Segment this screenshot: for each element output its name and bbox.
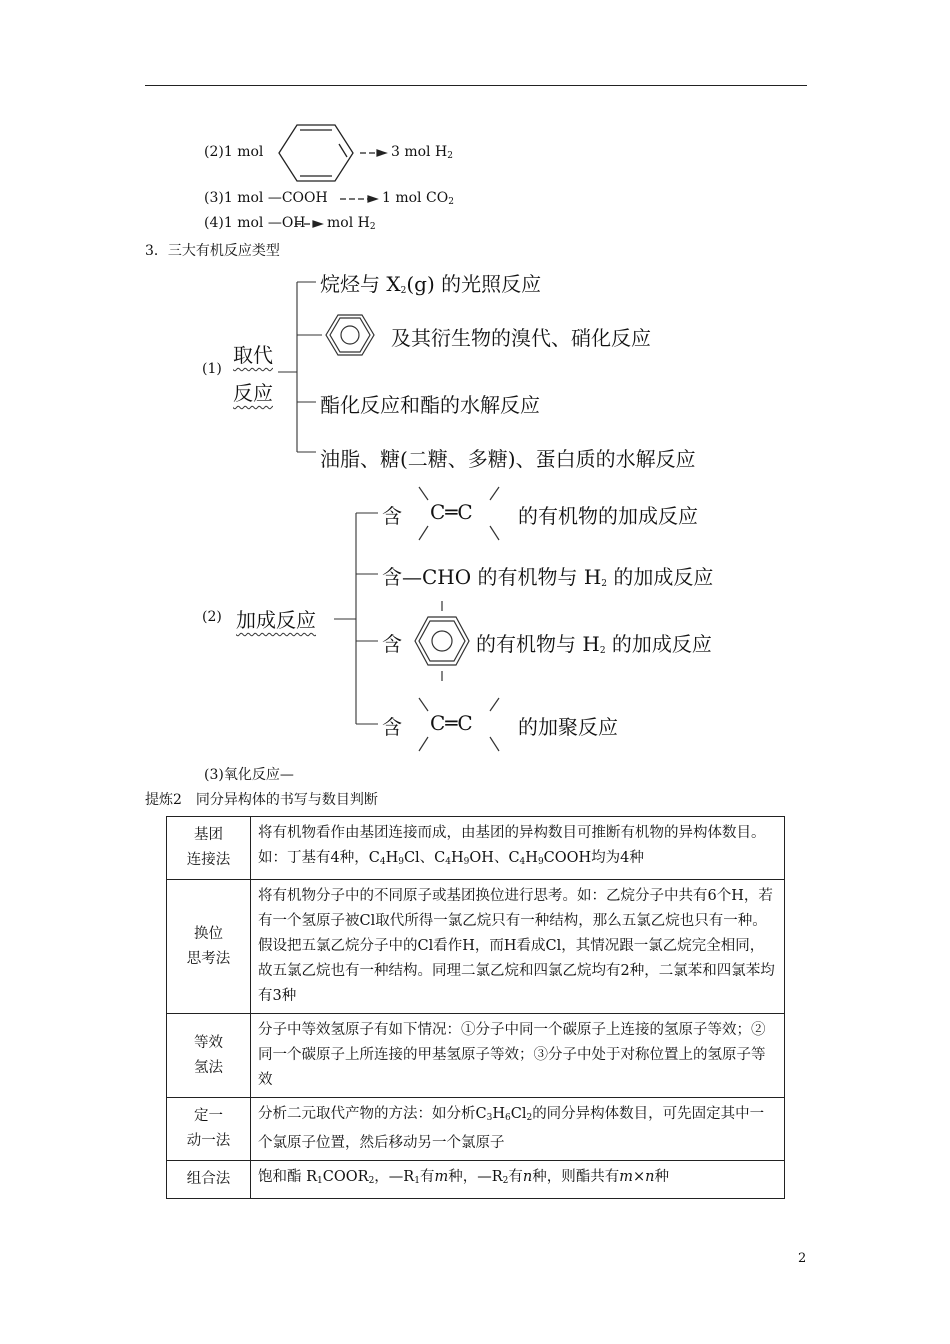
addition-cc-1: C═C bbox=[430, 500, 473, 524]
substitution-label-line1: 取代 bbox=[233, 343, 273, 367]
row-header-equivalent-h: 等效 氢法 bbox=[167, 1014, 251, 1098]
substitution-item-hydrolysis: 油脂、糖(二糖、多糖)、蛋白质的水解反应 bbox=[320, 447, 696, 471]
h2-line-benzene: (2)1 mol bbox=[204, 144, 264, 160]
addition-han-4: 含 bbox=[382, 715, 402, 739]
table-row bbox=[167, 817, 785, 880]
substitution-label-line2: 反应 bbox=[233, 381, 273, 405]
addition-label: 加成反应 bbox=[236, 608, 316, 632]
addition-item-polymerization: 的加聚反应 bbox=[518, 715, 618, 739]
substitution-bracket bbox=[278, 282, 322, 452]
row-header-group: 基团 连接法 bbox=[167, 817, 251, 880]
h2-line-oh: (4)1 mol —OH bbox=[204, 215, 306, 231]
row-text-group: 将有机物看作由基团连接而成，由基团的异构数目可推断有机物的异构体数目。如：丁基有4种，$C_4H_9Cl$、$C_4H_9OH$、$C_4H_9COOH$均为4种 bbox=[251, 817, 785, 880]
benzene-circle-icon bbox=[415, 601, 469, 681]
addition-bracket bbox=[334, 513, 378, 724]
table-row bbox=[167, 1014, 785, 1098]
oxidation-line: (3)氧化反应— bbox=[204, 767, 294, 783]
table-row bbox=[167, 1098, 785, 1161]
benzene-ring-icon bbox=[279, 125, 353, 181]
benzene-circle-icon bbox=[326, 315, 374, 355]
addition-han-3: 含 bbox=[382, 632, 402, 656]
addition-item-benzene: 的有机物与 $H_2$ 的加成反应 bbox=[476, 632, 712, 656]
isomer-method-table bbox=[166, 816, 785, 1199]
page-number: 2 bbox=[798, 1251, 807, 1266]
row-text-combination: 饱和酯 $R_1COOR_2$，$—R_1$有m种，$—R_2$有n种，则酯共有m×n种 bbox=[251, 1161, 785, 1199]
addition-item-alkene: 的有机物的加成反应 bbox=[518, 504, 698, 528]
h2-line-cooh: (3)1 mol —COOH bbox=[204, 190, 328, 206]
table-row bbox=[167, 880, 785, 1014]
h2-line-benzene-result: 3 mol $H_2$ bbox=[391, 144, 453, 161]
addition-cc-4: C═C bbox=[430, 711, 473, 735]
substitution-item-benzene: 及其衍生物的溴代、硝化反应 bbox=[391, 326, 651, 350]
row-text-swap: 将有机物分子中的不同原子或基团换位进行思考。如：乙烷分子中共有6个H，若有一个氢原子被Cl取代所得一氯乙烷只有一种结构，那么五氯乙烷也只有一种。假设把五氯乙烷分子中的Cl看作H，而H看成Cl，其情况跟一氯乙烷完全相同，故五氯乙烷也有一种结构。同理二氯乙烷和四氯乙烷均有2种，二氯苯和四氯苯均有3种 bbox=[251, 880, 785, 1014]
refine2-heading: 提炼2 同分异构体的书写与数目判断 bbox=[145, 792, 378, 808]
addition-item-aldehyde: 含—CHO 的有机物与 $H_2$ 的加成反应 bbox=[382, 565, 714, 589]
row-header-swap: 换位 思考法 bbox=[167, 880, 251, 1014]
substitution-item-alkane: 烷烃与 $X_2(g)$ 的光照反应 bbox=[320, 272, 542, 296]
row-text-fix-one: 分析二元取代产物的方法：如分析$C_3H_6Cl_2$的同分异构体数目，可先固定其中一个氯原子位置，然后移动另一个氯原子 bbox=[251, 1098, 785, 1161]
row-header-combination: 组合法 bbox=[167, 1161, 251, 1199]
table-row bbox=[167, 1161, 785, 1199]
addition-han-1: 含 bbox=[382, 504, 402, 528]
substitution-label-paren: (1) bbox=[202, 361, 222, 377]
row-text-equivalent-h: 分子中等效氢原子有如下情况：①分子中同一个碳原子上连接的氢原子等效；②同一个碳原子上所连接的甲基氢原子等效；③分子中处于对称位置上的氢原子等效 bbox=[251, 1014, 785, 1098]
h2-line-cooh-result: 1 mol $CO_2$ bbox=[382, 190, 454, 207]
substitution-item-ester: 酯化反应和酯的水解反应 bbox=[320, 393, 540, 417]
section3-heading: 3．三大有机反应类型 bbox=[145, 243, 280, 259]
h2-line-oh-result: mol $H_2$ bbox=[327, 215, 376, 232]
row-header-fix-one: 定一 动一法 bbox=[167, 1098, 251, 1161]
addition-label-paren: (2) bbox=[202, 609, 222, 625]
